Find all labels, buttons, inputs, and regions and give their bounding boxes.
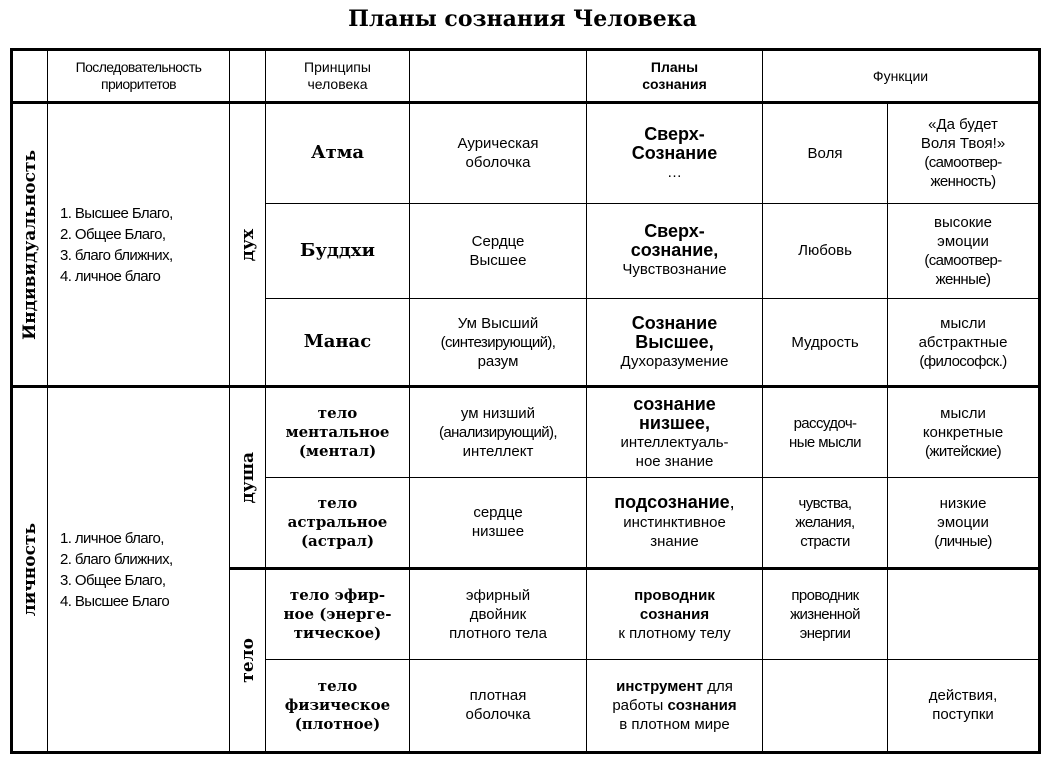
header-empty-cell (230, 50, 266, 103)
principle-manas: Манас (266, 299, 410, 387)
plane-mental: сознание низшее, интеллектуаль- ное знание (587, 387, 763, 477)
function-manas: Мудрость (763, 299, 888, 387)
row-atma (12, 103, 1040, 203)
aspect-manas: Ум Высший (синтезирующий), разум (410, 299, 587, 387)
function-astral: чувства, желания, страсти (763, 477, 888, 568)
group-personality: личность (12, 387, 48, 753)
plane-etheric: проводник сознания к плотному телу (587, 569, 763, 659)
function-mental: рассудоч- ные мысли (763, 387, 888, 477)
function2-mental: мысли конкретные (житейские) (888, 387, 1040, 477)
function-atma: Воля (763, 103, 888, 203)
header-functions: Функции (763, 50, 1040, 103)
principle-physical: тело физическое (плотное) (266, 659, 410, 752)
plane-manas: Сознание Высшее, Духоразумение (587, 299, 763, 387)
aspect-mental: ум низший (анализирующий), интеллект (410, 387, 587, 477)
function-etheric: проводник жизненной энергии (763, 569, 888, 659)
function-physical (763, 659, 888, 752)
function2-atma: «Да будет Воля Твоя!» (самоотвер- женность) (888, 103, 1040, 203)
page-title: Планы сознания Человека (348, 6, 697, 32)
priorities-personality: 1. личное благо, 2. благо ближних, 3. Общее Благо, 4. Высшее Благо (48, 387, 230, 753)
function2-astral: низкие эмоции (личные) (888, 477, 1040, 568)
principle-astral: тело астральное (астрал) (266, 477, 410, 568)
function2-buddhi: высокие эмоции (самоотвер- женные) (888, 203, 1040, 298)
plane-astral: подсознание, инстинктивное знание (587, 477, 763, 568)
group-individuality: Индивидуальность (12, 103, 48, 387)
priorities-individuality: 1. Высшее Благо, 2. Общее Благо, 3. благо ближних, 4. личное благо (48, 103, 230, 387)
plane-physical: инструмент для работы сознания в плотном мире (587, 659, 763, 752)
group-soul: душа (230, 387, 266, 569)
header-empty-cell (410, 50, 587, 103)
header-empty-cell (12, 50, 48, 103)
function2-etheric (888, 569, 1040, 659)
header-priority: Последовательность приоритетов (48, 50, 230, 103)
plane-atma: Сверх- Сознание … (587, 103, 763, 203)
aspect-buddhi: Сердце Высшее (410, 203, 587, 298)
header-planes: Планы сознания (587, 50, 763, 103)
aspect-etheric: эфирный двойник плотного тела (410, 569, 587, 659)
function2-physical: действия, поступки (888, 659, 1040, 752)
aspect-physical: плотная оболочка (410, 659, 587, 752)
plane-buddhi: Сверх- сознание, Чувствознание (587, 203, 763, 298)
function2-manas: мысли абстрактные (философск.) (888, 299, 1040, 387)
header-row (12, 50, 1040, 103)
group-body: тело (230, 569, 266, 753)
aspect-astral: сердце низшее (410, 477, 587, 568)
principle-atma: Атма (266, 103, 410, 203)
function-buddhi: Любовь (763, 203, 888, 298)
group-spirit: дух (230, 103, 266, 387)
header-principles: Принципы человека (266, 50, 410, 103)
principle-etheric: тело эфир- ное (энерге- тическое) (266, 569, 410, 659)
principle-mental: тело ментальное (ментал) (266, 387, 410, 477)
principle-buddhi: Буддхи (266, 203, 410, 298)
consciousness-planes-table (10, 48, 1041, 754)
row-mental (12, 387, 1040, 477)
aspect-atma: Аурическая оболочка (410, 103, 587, 203)
